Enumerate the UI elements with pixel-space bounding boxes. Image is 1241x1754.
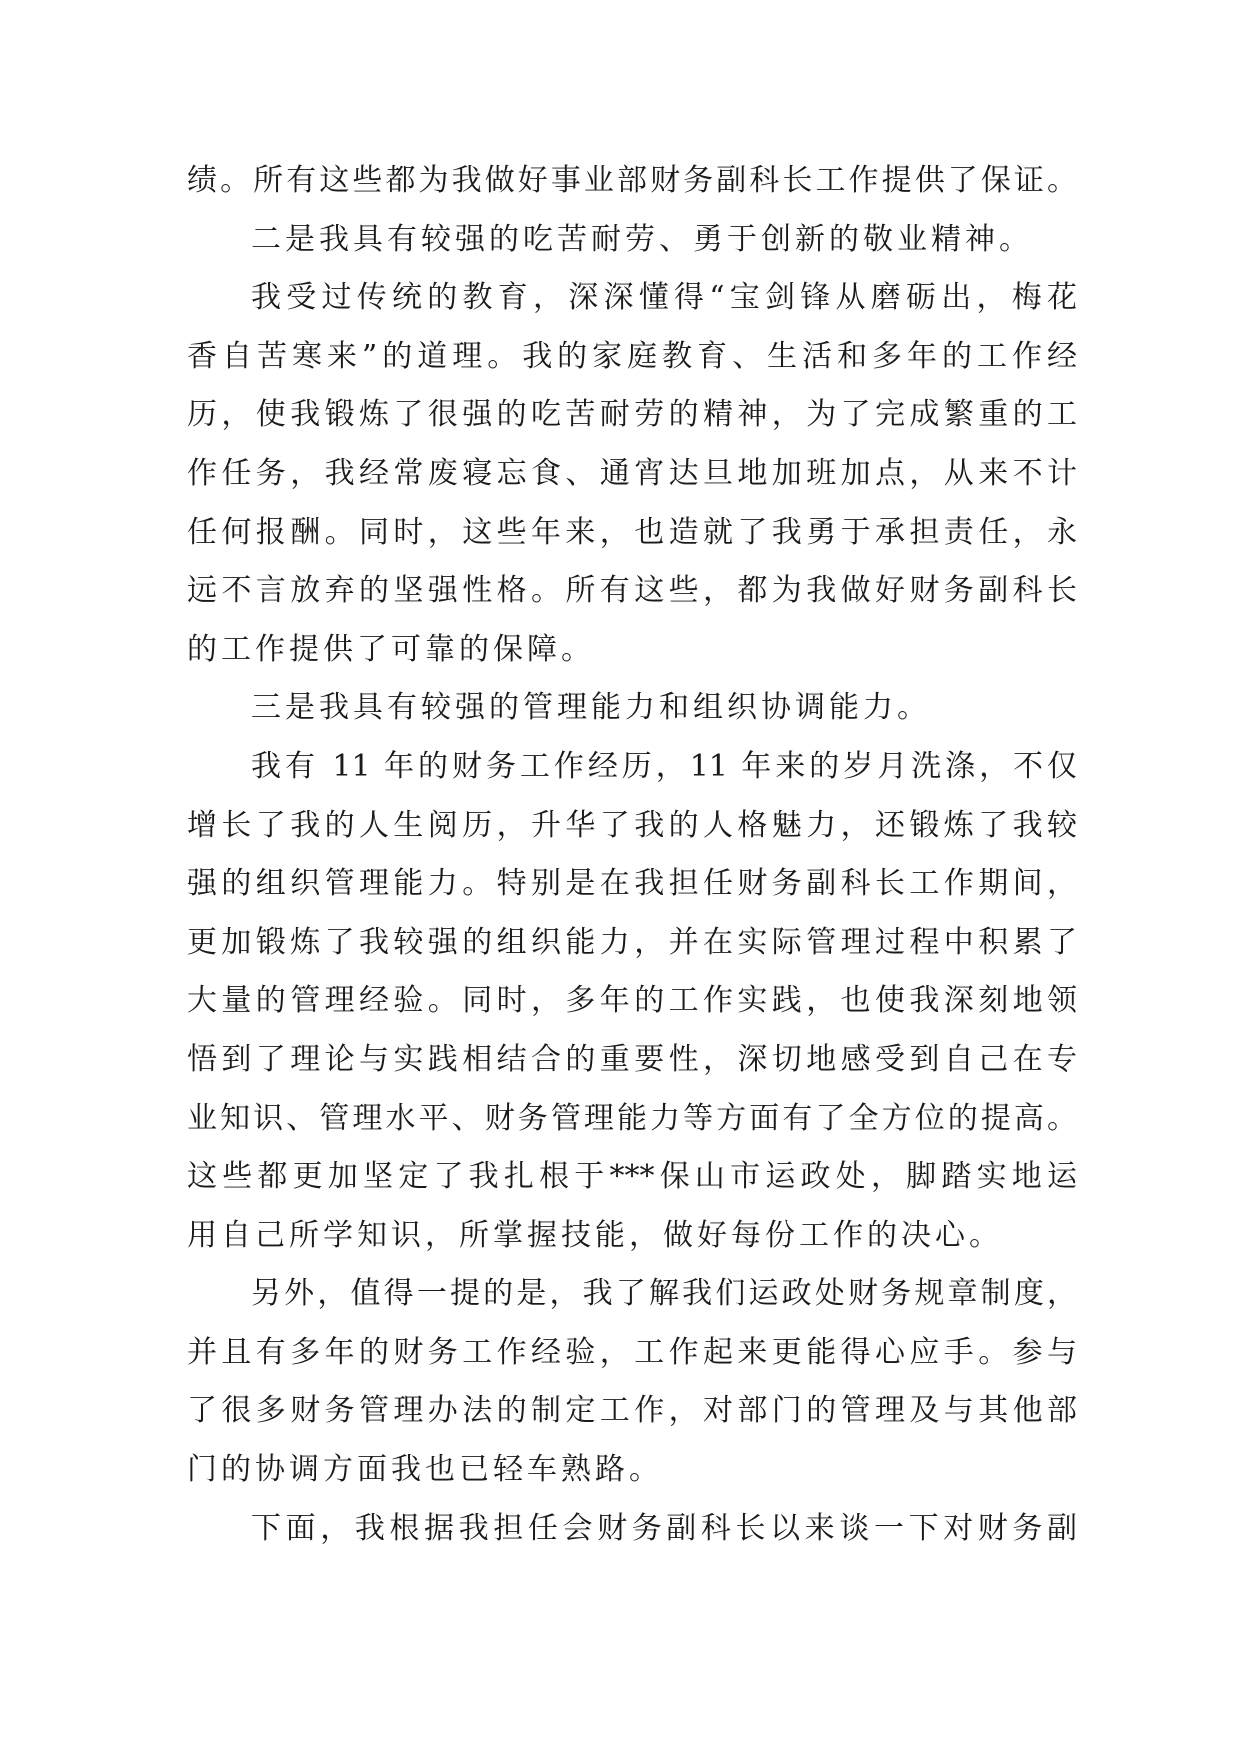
text-line: 这些都更加坚定了我扎根于***保山市运政处，脚踏实地运	[187, 1159, 1077, 1195]
text-line: 三是我具有较强的管理能力和组织协调能力。	[251, 690, 931, 726]
text-line: 业知识、管理水平、财务管理能力等方面有了全方位的提高。	[187, 1100, 1077, 1136]
text-line: 我受过传统的教育，深深懂得“宝剑锋从磨砺出，梅花	[251, 280, 1077, 316]
text-line: 香自苦寒来”的道理。我的家庭教育、生活和多年的工作经	[187, 338, 1077, 374]
text-line: 我有 11 年的财务工作经历，11 年来的岁月洗涤，不仅	[251, 748, 1077, 784]
text-line: 绩。所有这些都为我做好事业部财务副科长工作提供了保证。	[187, 163, 1077, 198]
text-line: 增长了我的人生阅历，升华了我的人格魅力，还锻炼了我较	[187, 807, 1077, 843]
text-line: 历，使我锻炼了很强的吃苦耐劳的精神，为了完成繁重的工	[187, 397, 1077, 433]
text-line: 的工作提供了可靠的保障。	[187, 631, 595, 667]
text-line: 更加锻炼了我较强的组织能力，并在实际管理过程中积累了	[187, 924, 1077, 960]
text-line: 作任务，我经常废寝忘食、通宵达旦地加班加点，从来不计	[187, 455, 1077, 491]
text-line: 大量的管理经验。同时，多年的工作实践，也使我深刻地领	[187, 983, 1077, 1019]
text-line: 用自己所学知识，所掌握技能，做好每份工作的决心。	[187, 1217, 1003, 1253]
text-line: 了很多财务管理办法的制定工作，对部门的管理及与其他部	[187, 1393, 1077, 1429]
text-line: 强的组织管理能力。特别是在我担任财务副科长工作期间，	[187, 866, 1077, 902]
text-line: 下面，我根据我担任会财务副科长以来谈一下对财务副	[251, 1510, 1077, 1546]
text-line: 远不言放弃的坚强性格。所有这些，都为我做好财务副科长	[187, 573, 1077, 609]
text-line: 任何报酬。同时，这些年来，也造就了我勇于承担责任，永	[187, 514, 1077, 550]
text-line: 并且有多年的财务工作经验，工作起来更能得心应手。参与	[187, 1334, 1077, 1370]
text-line: 二是我具有较强的吃苦耐劳、勇于创新的敬业精神。	[251, 221, 1033, 257]
text-line: 另外，值得一提的是，我了解我们运政处财务规章制度，	[251, 1276, 1077, 1312]
text-line: 门的协调方面我也已轻车熟路。	[187, 1452, 663, 1488]
text-line: 悟到了理论与实践相结合的重要性，深切地感受到自己在专	[187, 1041, 1077, 1077]
document-body	[187, 152, 1077, 1558]
